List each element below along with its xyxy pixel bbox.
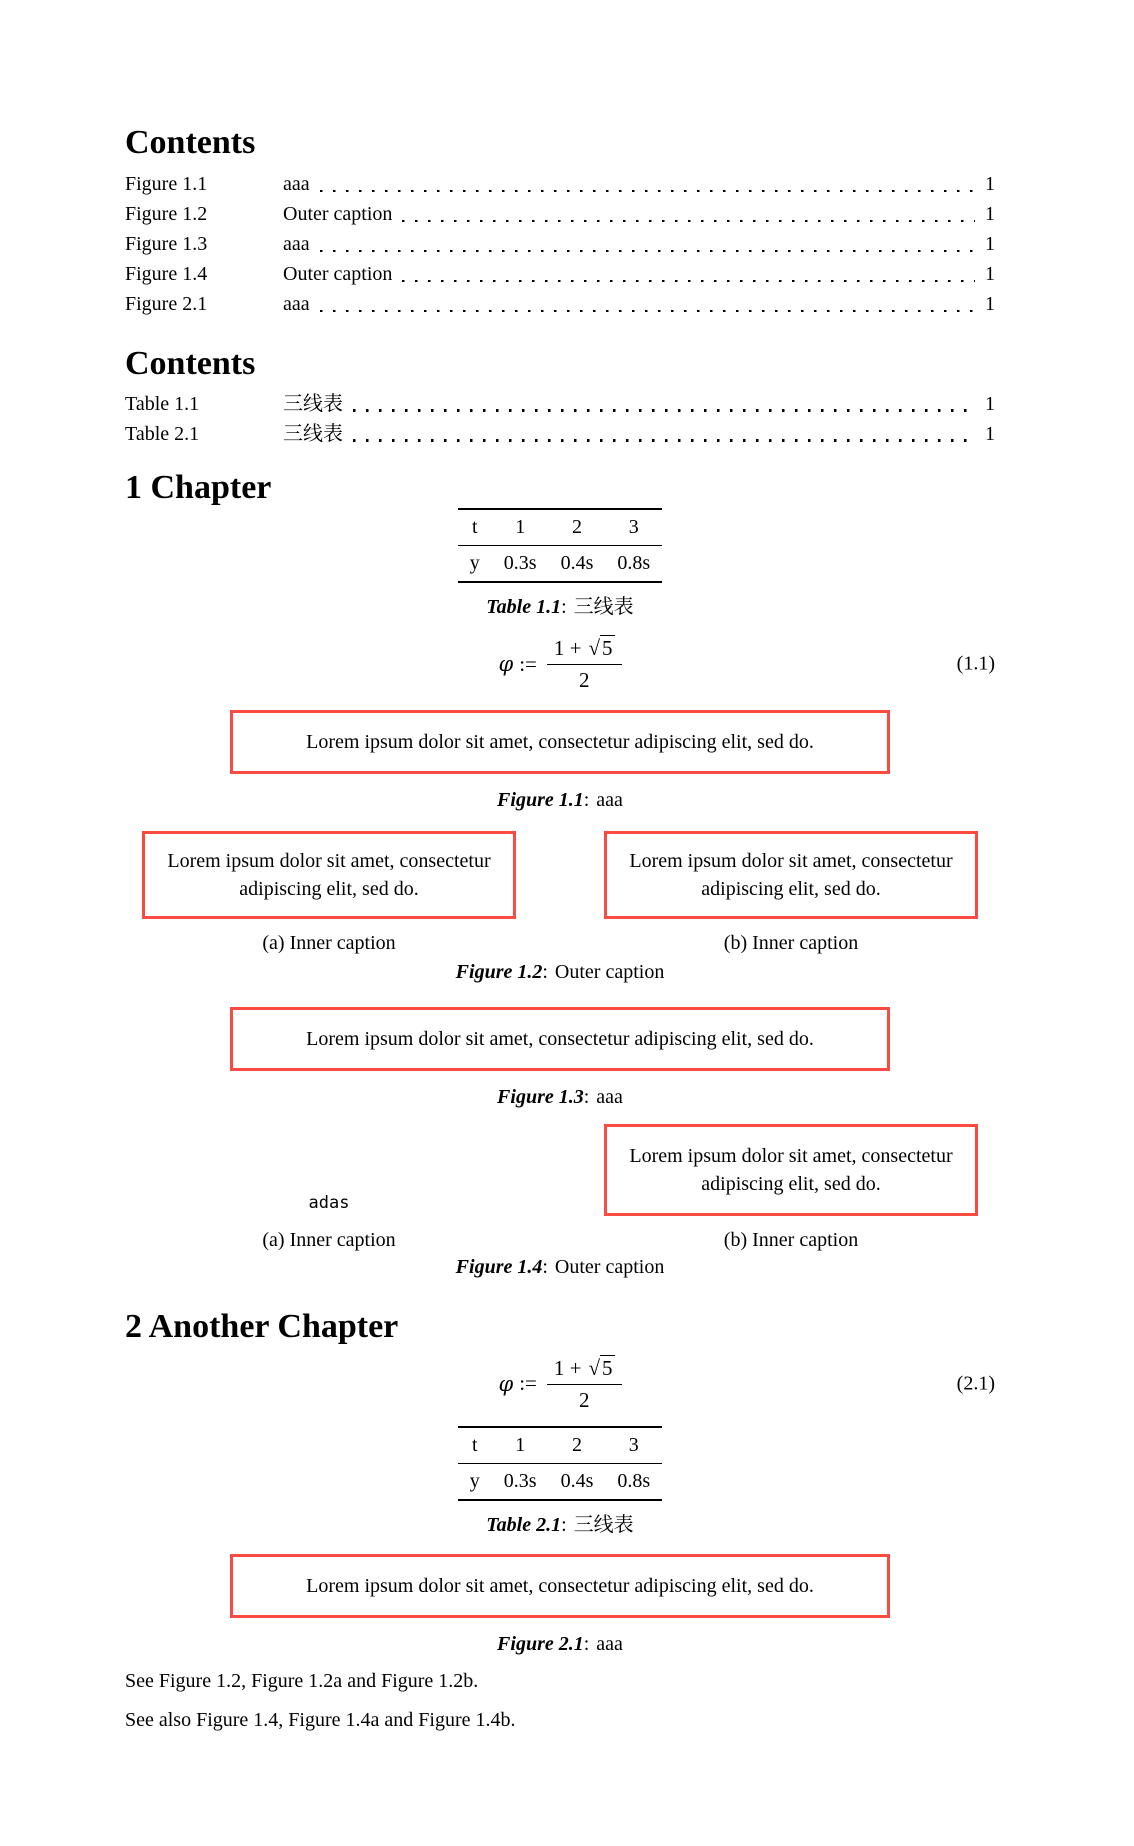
table-cell: t bbox=[458, 1427, 492, 1464]
lof-heading: Contents bbox=[125, 124, 256, 161]
toc-entry-title: 三线表 bbox=[283, 392, 343, 415]
caption-text: Outer caption bbox=[554, 961, 665, 984]
subfigure-1-4a bbox=[142, 1191, 516, 1253]
subcaption-text: Inner caption bbox=[752, 932, 859, 955]
table-cell: 3 bbox=[605, 509, 662, 546]
toc-entry-title: aaa bbox=[283, 173, 310, 196]
table-cell: y bbox=[469, 1469, 480, 1492]
table-cell: 2 bbox=[549, 509, 606, 546]
figure-placeholder-text: Lorem ipsum dolor sit amet, consectetur adipiscing elit, sed do. bbox=[306, 1574, 814, 1597]
toc-page-number: 1 bbox=[985, 233, 995, 256]
subfigure-1-4b-box bbox=[604, 1124, 978, 1216]
chapter-2-heading: 2 Another Chapter bbox=[125, 1308, 399, 1346]
toc-page-number: 1 bbox=[985, 392, 995, 415]
body-paragraph: See Figure 1.2, Figure 1.2a and Figure 1.2b. bbox=[125, 1669, 479, 1692]
subcaption-marker: (b) bbox=[723, 1229, 748, 1252]
caption-separator: : bbox=[583, 1086, 590, 1109]
caption-separator: : bbox=[542, 1256, 548, 1279]
subcaption-text: Inner caption bbox=[289, 932, 396, 955]
caption-label: Figure 2.1 bbox=[497, 1632, 584, 1655]
toc-entry-label: Table 1.1 bbox=[125, 392, 200, 415]
assign-operator: := bbox=[519, 1371, 537, 1396]
fraction bbox=[547, 636, 622, 692]
figure-1-3-box bbox=[230, 1007, 890, 1071]
caption-label: Figure 1.1 bbox=[497, 789, 584, 812]
chapter-1 bbox=[125, 469, 995, 1280]
figure-2-1-caption bbox=[125, 1632, 995, 1657]
toc-page-number: 1 bbox=[985, 263, 995, 286]
subcaption-marker: (a) bbox=[262, 932, 285, 955]
body-paragraph: See also Figure 1.4, Figure 1.4a and Figure 1.4b. bbox=[125, 1708, 516, 1731]
caption-separator: : bbox=[583, 789, 590, 812]
figure-1-4-caption bbox=[125, 1255, 995, 1280]
caption-text: Outer caption bbox=[554, 1256, 665, 1279]
table-cell: 0.3s bbox=[503, 552, 537, 575]
radicand: 5 bbox=[602, 636, 613, 661]
caption-separator: : bbox=[561, 1513, 567, 1536]
subfigure-1-2a bbox=[142, 831, 516, 956]
dot-leader bbox=[320, 250, 975, 253]
toc-entry[interactable] bbox=[125, 169, 995, 199]
subfigure-row bbox=[142, 831, 978, 956]
caption-label: Figure 1.2 bbox=[455, 961, 543, 984]
radical-sign: √ bbox=[588, 636, 601, 661]
subfigure-1-2b bbox=[604, 831, 978, 956]
toc-entry-label: Figure 1.4 bbox=[125, 263, 208, 286]
subcaption-text: Inner caption bbox=[289, 1229, 396, 1252]
chapter-2 bbox=[125, 1308, 995, 1732]
figure-1-4 bbox=[125, 1124, 995, 1280]
phi-symbol: φ bbox=[498, 652, 514, 677]
toc-entry[interactable] bbox=[125, 259, 995, 289]
subfigure-1-2a-box bbox=[142, 831, 516, 919]
toc-entry-title: Outer caption bbox=[283, 203, 393, 226]
dot-leader bbox=[402, 220, 975, 223]
table-cell: y bbox=[469, 552, 480, 575]
toc-entry[interactable] bbox=[125, 419, 995, 449]
caption-separator: : bbox=[542, 961, 548, 984]
caption-label: Figure 1.4 bbox=[455, 1256, 543, 1279]
subfigure-1-4a-caption bbox=[142, 1228, 516, 1253]
table-2-1-caption bbox=[125, 1513, 995, 1538]
toc-entry-label: Figure 1.1 bbox=[125, 173, 208, 196]
figure-placeholder-text: Lorem ipsum dolor sit amet, consectetur adipiscing elit, sed do. bbox=[306, 731, 814, 754]
toc-entry[interactable] bbox=[125, 389, 995, 419]
toc-entry-label: Figure 1.3 bbox=[125, 233, 208, 256]
caption-label: Table 2.1 bbox=[486, 1513, 562, 1536]
table-cell: 1 bbox=[492, 509, 549, 546]
lof-list bbox=[125, 169, 995, 319]
toc-page-number: 1 bbox=[985, 422, 995, 445]
toc-entry-title: aaa bbox=[283, 293, 310, 316]
radical-sign: √ bbox=[588, 1355, 601, 1380]
figure-placeholder-text: Lorem ipsum dolor sit amet, consectetur adipiscing elit, sed do. bbox=[629, 1145, 953, 1196]
toc-entry-title: 三线表 bbox=[283, 422, 343, 445]
subcaption-marker: (b) bbox=[723, 932, 748, 955]
assign-operator: := bbox=[519, 651, 537, 676]
toc-entry-label: Figure 2.1 bbox=[125, 293, 208, 316]
list-of-tables bbox=[125, 345, 995, 448]
toc-entry-label: Figure 1.2 bbox=[125, 203, 208, 226]
subfigure-1-2a-caption bbox=[142, 931, 516, 956]
dot-leader bbox=[320, 190, 975, 193]
toc-entry-label: Table 2.1 bbox=[125, 422, 200, 445]
radicand: 5 bbox=[602, 1355, 613, 1380]
table-cell: 0.4s bbox=[560, 552, 594, 575]
verbatim-text: adas bbox=[308, 1193, 350, 1214]
dot-leader bbox=[320, 310, 975, 313]
caption-label: Table 1.1 bbox=[486, 596, 562, 619]
toc-entry[interactable] bbox=[125, 229, 995, 259]
dot-leader bbox=[353, 439, 975, 442]
chapter-1-heading: 1 Chapter bbox=[125, 468, 272, 506]
figure-placeholder-text: Lorem ipsum dolor sit amet, consectetur adipiscing elit, sed do. bbox=[629, 850, 953, 901]
caption-text: aaa bbox=[596, 789, 623, 812]
toc-entry[interactable] bbox=[125, 199, 995, 229]
caption-text: 三线表 bbox=[573, 596, 634, 619]
table-cell: 1 bbox=[492, 1427, 549, 1464]
table-cell: t bbox=[458, 509, 492, 546]
equation-2-1 bbox=[125, 1356, 995, 1412]
caption-separator: : bbox=[583, 1632, 590, 1655]
dot-leader bbox=[353, 409, 975, 412]
subfigure-1-2b-caption bbox=[604, 931, 978, 956]
numerator-text: 1 + bbox=[553, 636, 582, 661]
figure-1-2 bbox=[125, 831, 995, 985]
table-cell: 0.8s bbox=[617, 552, 651, 575]
toc-entry-title: Outer caption bbox=[283, 263, 393, 286]
caption-text: aaa bbox=[596, 1632, 623, 1655]
table-cell: 0.4s bbox=[560, 1469, 594, 1492]
equation-number: (1.1) bbox=[956, 652, 995, 675]
figure-1-3-caption bbox=[125, 1085, 995, 1110]
subfigure-1-2b-box bbox=[604, 831, 978, 919]
table-cell: 2 bbox=[549, 1427, 606, 1464]
table-1-1 bbox=[125, 508, 995, 620]
caption-separator: : bbox=[561, 596, 567, 619]
toc-entry[interactable] bbox=[125, 289, 995, 319]
subcaption-text: Inner caption bbox=[752, 1229, 859, 1252]
document-page bbox=[125, 0, 995, 1733]
fraction-numerator bbox=[547, 636, 622, 665]
table-cell: 0.3s bbox=[503, 1469, 537, 1492]
equation-body bbox=[498, 636, 621, 692]
subfigure-1-4b-caption bbox=[604, 1228, 978, 1253]
phi-symbol: φ bbox=[498, 1371, 514, 1396]
dot-leader bbox=[402, 280, 975, 283]
subfigure-1-4b bbox=[604, 1124, 978, 1253]
caption-text: 三线表 bbox=[573, 1513, 634, 1536]
table-2-1 bbox=[125, 1426, 995, 1538]
subcaption-marker: (a) bbox=[262, 1229, 285, 1252]
list-of-figures bbox=[125, 124, 995, 319]
equation-number: (2.1) bbox=[956, 1372, 995, 1395]
figure-2-1-box bbox=[230, 1554, 890, 1618]
figure-2-1 bbox=[125, 1554, 995, 1657]
toc-entry-title: aaa bbox=[283, 233, 310, 256]
figure-placeholder-text: Lorem ipsum dolor sit amet, consectetur adipiscing elit, sed do. bbox=[306, 1028, 814, 1051]
caption-text: aaa bbox=[596, 1086, 623, 1109]
equation-1-1 bbox=[125, 636, 995, 692]
lot-list bbox=[125, 389, 995, 449]
fraction bbox=[547, 1356, 622, 1412]
toc-page-number: 1 bbox=[985, 203, 995, 226]
figure-1-2-caption bbox=[125, 960, 995, 985]
figure-1-1-caption bbox=[125, 788, 995, 813]
figure-1-3 bbox=[125, 1007, 995, 1110]
fraction-denominator: 2 bbox=[578, 668, 590, 693]
table-1-1-caption bbox=[125, 595, 995, 620]
toc-page-number: 1 bbox=[985, 293, 995, 316]
three-line-table bbox=[458, 508, 662, 583]
lot-heading: Contents bbox=[125, 345, 256, 383]
caption-label: Figure 1.3 bbox=[497, 1086, 584, 1109]
three-line-table bbox=[458, 1426, 662, 1501]
fraction-denominator: 2 bbox=[578, 1387, 590, 1412]
fraction-numerator bbox=[547, 1356, 622, 1385]
figure-placeholder-text: Lorem ipsum dolor sit amet, consectetur adipiscing elit, sed do. bbox=[167, 850, 491, 901]
toc-page-number: 1 bbox=[985, 173, 995, 196]
equation-body bbox=[498, 1356, 621, 1412]
numerator-text: 1 + bbox=[553, 1355, 582, 1380]
figure-1-1 bbox=[125, 710, 995, 813]
table-cell: 0.8s bbox=[617, 1469, 651, 1492]
table-cell: 3 bbox=[605, 1427, 662, 1464]
figure-1-1-box bbox=[230, 710, 890, 774]
subfigure-row bbox=[142, 1124, 978, 1253]
